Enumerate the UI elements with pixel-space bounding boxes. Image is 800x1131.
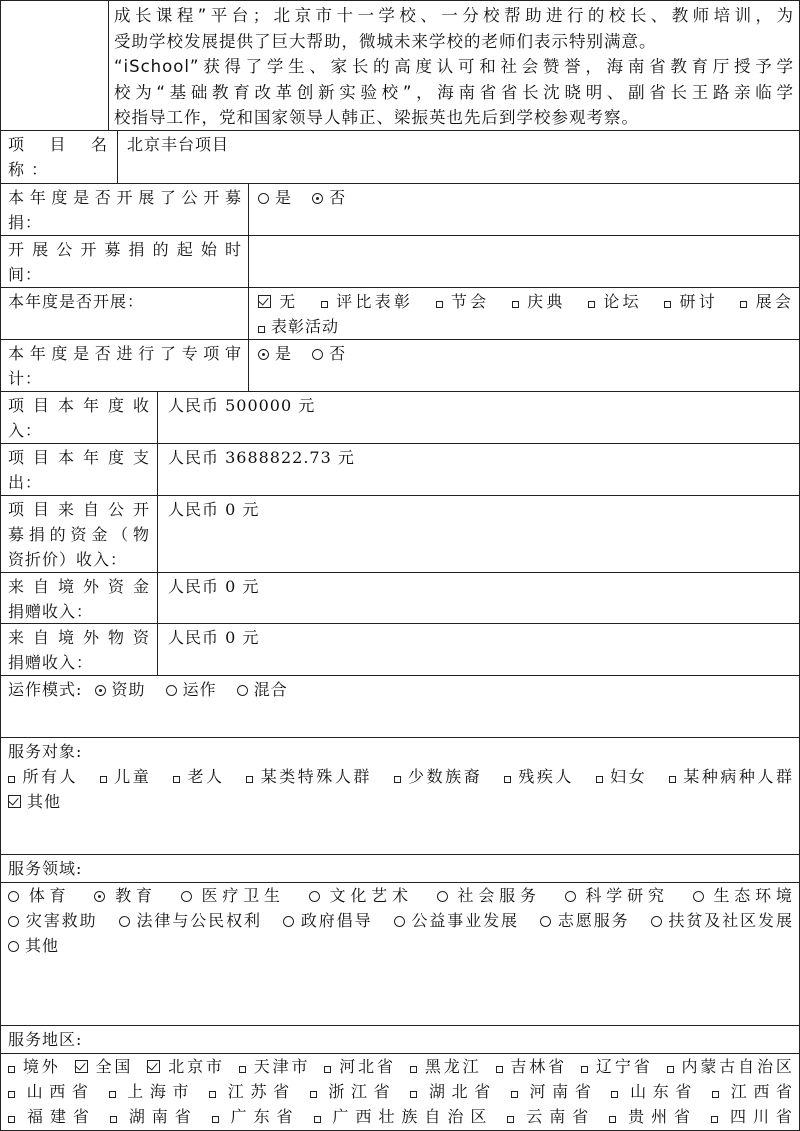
region-option[interactable] [712, 1082, 793, 1101]
checkbox-icon [410, 1091, 417, 1098]
region-option[interactable] [147, 1057, 225, 1076]
intro-line: 受助学校发展提供了巨大帮助，微城未来学校的老师们表示特别满意。 [114, 31, 657, 51]
region-option[interactable] [611, 1082, 698, 1101]
option-label: 文化艺术 [325, 886, 413, 905]
fundraising-start-value[interactable] [258, 237, 793, 285]
checkbox-icon [410, 1066, 417, 1073]
radio-selected-icon [312, 193, 323, 204]
option-label: 表彰活动 [271, 317, 340, 336]
public-fundraising-no[interactable] [312, 188, 346, 207]
radio-icon [8, 941, 19, 952]
public-income-label-line3: 资折价）收入： [8, 550, 128, 569]
field-law-rights[interactable] [119, 911, 262, 930]
target-disease-group[interactable] [669, 767, 793, 786]
option-label: 志愿服务 [556, 911, 630, 930]
option-label: 残疾人 [516, 767, 574, 786]
checkbox-icon [511, 1091, 518, 1098]
region-option[interactable] [310, 1082, 397, 1101]
option-label: 否 [329, 188, 347, 207]
activity-none[interactable] [258, 292, 299, 311]
checkbox-icon [588, 301, 595, 308]
option-label: 评比表彰 [333, 292, 414, 311]
option-label: 广东省 [224, 1107, 300, 1126]
region-option[interactable] [507, 1107, 595, 1126]
special-audit-label [8, 341, 242, 391]
checkbox-icon [321, 301, 328, 308]
option-label: 某种病种人群 [681, 767, 793, 786]
radio-icon [540, 916, 551, 927]
operation-mode-label: 运作模式: [8, 680, 83, 699]
fundraising-start-label-line2: 间： [8, 265, 43, 284]
service-targets-options [8, 764, 793, 814]
radio-icon [309, 891, 320, 902]
radio-icon [8, 891, 19, 902]
intro-line: 成长课程”平台；北京市十一学校、一分校帮助进行的校长、教师培训，为 [114, 6, 794, 25]
checkbox-checked-icon [147, 1060, 160, 1073]
foreign-goods-label-line1: 来自境外物资 [8, 628, 150, 647]
region-option[interactable] [496, 1057, 568, 1076]
checkbox-icon [173, 776, 180, 783]
public-fundraising-options [258, 185, 793, 210]
option-label: 山西省 [21, 1082, 95, 1101]
region-option[interactable] [581, 1057, 653, 1076]
region-option[interactable] [209, 1082, 296, 1101]
region-option[interactable] [410, 1057, 482, 1076]
activity-exhibition[interactable] [740, 292, 792, 311]
checkbox-icon [664, 301, 671, 308]
option-label: 是 [275, 344, 293, 363]
service-regions-options [8, 1054, 793, 1129]
option-label: 上海市 [121, 1082, 196, 1101]
foreign-goods-value: 人民币 0 元 [168, 628, 260, 647]
intro-line: 校指导工作，党和国家领导人韩正、梁振英也先后到学校参观考察。 [114, 108, 639, 127]
checkbox-icon [609, 1116, 616, 1123]
checkbox-icon [8, 1091, 15, 1098]
region-option[interactable] [8, 1082, 95, 1101]
option-label: 科学研究 [581, 886, 669, 905]
option-label: 河北省 [337, 1057, 396, 1076]
checkbox-checked-icon [258, 295, 271, 308]
project-name-value: 北京丰台项目 [127, 135, 230, 154]
special-audit-options [258, 341, 793, 366]
field-public-welfare[interactable] [394, 911, 519, 930]
checkbox-icon [712, 1091, 719, 1098]
radio-icon [693, 891, 704, 902]
checkbox-icon [596, 776, 603, 783]
operation-mode-funding[interactable] [95, 680, 146, 699]
option-label: 黑龙江 [422, 1057, 482, 1076]
checkbox-icon [314, 1116, 321, 1123]
option-label: 政府倡导 [299, 911, 373, 930]
checkbox-checked-icon [75, 1060, 88, 1073]
radio-selected-icon [258, 349, 269, 360]
region-option[interactable] [314, 1107, 494, 1126]
region-option[interactable] [8, 1057, 61, 1076]
income-label-line2: 入： [8, 421, 43, 440]
option-label: 北京市 [166, 1057, 225, 1076]
radio-icon [312, 349, 323, 360]
region-option[interactable] [511, 1082, 598, 1101]
checkbox-checked-icon [8, 795, 21, 808]
radio-icon [119, 916, 130, 927]
region-option[interactable] [239, 1057, 311, 1076]
option-label: 湖南省 [122, 1107, 198, 1126]
special-audit-label-line1: 本年度是否进行了专项审 [8, 344, 242, 363]
fundraising-start-label [8, 237, 242, 287]
option-label: 少数族裔 [406, 767, 483, 786]
checkbox-icon [394, 776, 401, 783]
activities-label: 本年度是否开展： [8, 292, 145, 311]
region-option[interactable] [110, 1107, 198, 1126]
intro-line: 校为“基础教育改革创新实验校”，海南省省长沈晓明、副省长王路亲临学 [114, 82, 794, 102]
activity-award[interactable] [321, 292, 413, 311]
radio-selected-icon [95, 685, 106, 696]
option-label: 其他 [27, 792, 62, 811]
option-label: 山东省 [624, 1082, 699, 1101]
checkbox-icon [711, 1116, 718, 1123]
option-label: 辽宁省 [594, 1057, 653, 1076]
field-disaster-relief[interactable] [8, 911, 98, 930]
option-label: 湖北省 [423, 1082, 497, 1101]
checkbox-icon [581, 1066, 588, 1073]
field-culture-art[interactable] [309, 886, 413, 905]
region-option[interactable] [410, 1082, 497, 1101]
field-sports[interactable] [8, 886, 70, 905]
foreign-fund-label-line1: 来自境外资金 [8, 577, 150, 596]
intro-paragraph [114, 3, 794, 131]
option-label: 否 [329, 344, 347, 363]
option-label: 灾害救助 [25, 911, 98, 930]
project-name-label-line1: 项 目 名 [8, 135, 108, 154]
checkbox-icon [100, 776, 107, 783]
service-targets-label: 服务对象: [8, 742, 83, 761]
target-elderly[interactable] [173, 767, 225, 786]
foreign-fund-label-line2: 捐赠收入： [8, 602, 94, 621]
option-label: 展会 [753, 292, 792, 311]
checkbox-icon [258, 326, 265, 333]
option-label: 云南省 [520, 1107, 596, 1126]
checkbox-icon [740, 301, 747, 308]
target-everyone[interactable] [8, 767, 78, 786]
field-healthcare[interactable] [181, 886, 285, 905]
public-income-label-line1: 项目来自公开 [8, 500, 150, 519]
radio-icon [258, 193, 269, 204]
income-label [8, 393, 150, 443]
radio-icon [651, 916, 662, 927]
field-ecology[interactable] [693, 886, 793, 905]
operation-mode-operate[interactable] [166, 680, 217, 699]
expense-label-line2: 出： [8, 473, 43, 492]
radio-icon [181, 891, 192, 902]
checkbox-icon [209, 1091, 216, 1098]
checkbox-icon [667, 1066, 674, 1073]
public-fundraising-label [8, 185, 242, 235]
option-label: 节会 [448, 292, 490, 311]
region-option[interactable] [711, 1107, 793, 1126]
region-option[interactable] [324, 1057, 396, 1076]
checkbox-icon [507, 1116, 514, 1123]
field-other[interactable] [8, 936, 59, 955]
checkbox-icon [212, 1116, 219, 1123]
option-label: 扶贫及社区发展 [667, 911, 793, 930]
option-label: 教育 [111, 886, 157, 905]
option-label: 体育 [25, 886, 71, 905]
operation-mode-mixed[interactable] [237, 680, 288, 699]
public-income-label [8, 497, 150, 572]
field-advocacy[interactable] [283, 911, 373, 930]
radio-icon [166, 685, 177, 696]
option-label: 全国 [93, 1057, 134, 1076]
public-fundraising-label-line2: 捐： [8, 213, 43, 232]
option-label: 其他 [25, 936, 60, 955]
option-label: 四川省 [724, 1107, 793, 1126]
field-volunteer[interactable] [540, 911, 630, 930]
project-name-label-line2: 称 ： [8, 160, 49, 179]
checkbox-icon [110, 1116, 117, 1123]
checkbox-icon [8, 1116, 15, 1123]
option-label: 广西壮族自治区 [326, 1107, 494, 1126]
field-social-service[interactable] [437, 886, 541, 905]
checkbox-icon [496, 1066, 503, 1073]
public-income-value: 人民币 0 元 [168, 500, 260, 519]
option-label: 医疗卫生 [197, 886, 285, 905]
option-label: 妇女 [608, 767, 648, 786]
special-audit-no[interactable] [312, 344, 346, 363]
checkbox-icon [310, 1091, 317, 1098]
operation-mode-row [8, 677, 793, 702]
checkbox-icon [8, 1066, 15, 1073]
target-women[interactable] [596, 767, 648, 786]
option-label: 吉林省 [508, 1057, 568, 1076]
option-label: 庆典 [524, 292, 566, 311]
region-option[interactable] [75, 1057, 134, 1076]
target-special-group[interactable] [246, 767, 372, 786]
foreign-fund-label [8, 574, 150, 624]
checkbox-icon [669, 776, 676, 783]
service-fields-label: 服务领域: [8, 859, 83, 878]
option-label: 福建省 [21, 1107, 96, 1126]
activity-commendation[interactable] [258, 317, 339, 336]
option-label: 公益事业发展 [410, 911, 519, 930]
radio-icon [8, 916, 19, 927]
option-label: 河南省 [523, 1082, 598, 1101]
checkbox-icon [239, 1066, 246, 1073]
radio-icon [437, 891, 448, 902]
field-poverty-community[interactable] [651, 911, 793, 930]
checkbox-icon [611, 1091, 618, 1098]
target-ethnic-minorities[interactable] [394, 767, 483, 786]
option-label: 江西省 [725, 1082, 793, 1101]
special-audit-label-line2: 计： [8, 369, 43, 388]
activity-forum[interactable] [588, 292, 642, 311]
option-label: 天津市 [251, 1057, 311, 1076]
foreign-fund-value: 人民币 0 元 [168, 577, 260, 596]
foreign-goods-label [8, 625, 150, 675]
option-label: 老人 [185, 767, 225, 786]
option-label: 论坛 [601, 292, 642, 311]
option-label: 资助 [111, 680, 146, 699]
public-fundraising-label-line1: 本年度是否开展了公开募 [8, 188, 242, 207]
region-option[interactable] [8, 1107, 96, 1126]
radio-icon [565, 891, 576, 902]
income-label-line1: 项目本年度收 [8, 396, 150, 415]
field-research[interactable] [565, 886, 669, 905]
target-other[interactable] [8, 792, 61, 811]
region-option[interactable] [609, 1107, 697, 1126]
activity-festival[interactable] [436, 292, 490, 311]
option-label: 某类特殊人群 [259, 767, 372, 786]
option-label: 混合 [253, 680, 288, 699]
income-value: 人民币 500000 元 [168, 396, 316, 415]
activities-options [258, 289, 792, 339]
option-label: 儿童 [112, 767, 152, 786]
radio-icon [283, 916, 294, 927]
option-label: 研讨 [677, 292, 719, 311]
region-option[interactable] [212, 1107, 300, 1126]
region-option[interactable] [109, 1082, 196, 1101]
public-fundraising-yes[interactable] [258, 188, 292, 207]
expense-label-line1: 项目本年度支 [8, 448, 150, 467]
checkbox-icon [324, 1066, 331, 1073]
option-label: 所有人 [21, 767, 79, 786]
target-children[interactable] [100, 767, 152, 786]
intro-line: “iSchool”获得了学生、家长的高度认可和社会赞誉，海南省教育厅授予学 [114, 57, 794, 76]
public-income-label-line2: 募捐的资金（物 [8, 525, 150, 544]
radio-selected-icon [94, 891, 105, 902]
radio-icon [237, 685, 248, 696]
activity-seminar[interactable] [664, 292, 718, 311]
service-fields-options [8, 883, 793, 958]
checkbox-icon [512, 301, 519, 308]
field-education[interactable] [94, 886, 156, 905]
option-label: 无 [277, 292, 299, 311]
activity-celebration[interactable] [512, 292, 566, 311]
target-disabled[interactable] [504, 767, 574, 786]
checkbox-icon [8, 776, 15, 783]
option-label: 运作 [182, 680, 217, 699]
option-label: 社会服务 [453, 886, 541, 905]
option-label: 法律与公民权利 [135, 911, 262, 930]
option-label: 是 [275, 188, 293, 207]
service-regions-label: 服务地区: [8, 1030, 83, 1049]
checkbox-icon [436, 301, 443, 308]
foreign-goods-label-line2: 捐赠收入： [8, 653, 94, 672]
project-name-label [8, 132, 108, 182]
expense-label [8, 445, 150, 495]
checkbox-icon [504, 776, 511, 783]
expense-value: 人民币 3688822.73 元 [168, 448, 355, 467]
radio-icon [394, 916, 405, 927]
region-option[interactable] [667, 1057, 793, 1076]
option-label: 内蒙古自治区 [679, 1057, 793, 1076]
option-label: 贵州省 [622, 1107, 698, 1126]
option-label: 境外 [21, 1057, 61, 1076]
option-label: 江苏省 [222, 1082, 296, 1101]
option-label: 浙江省 [322, 1082, 397, 1101]
special-audit-yes[interactable] [258, 344, 292, 363]
fundraising-start-label-line1: 开展公开募捐的起始时 [8, 240, 242, 259]
option-label: 生态环境 [709, 886, 793, 905]
checkbox-icon [246, 776, 253, 783]
checkbox-icon [109, 1091, 116, 1098]
